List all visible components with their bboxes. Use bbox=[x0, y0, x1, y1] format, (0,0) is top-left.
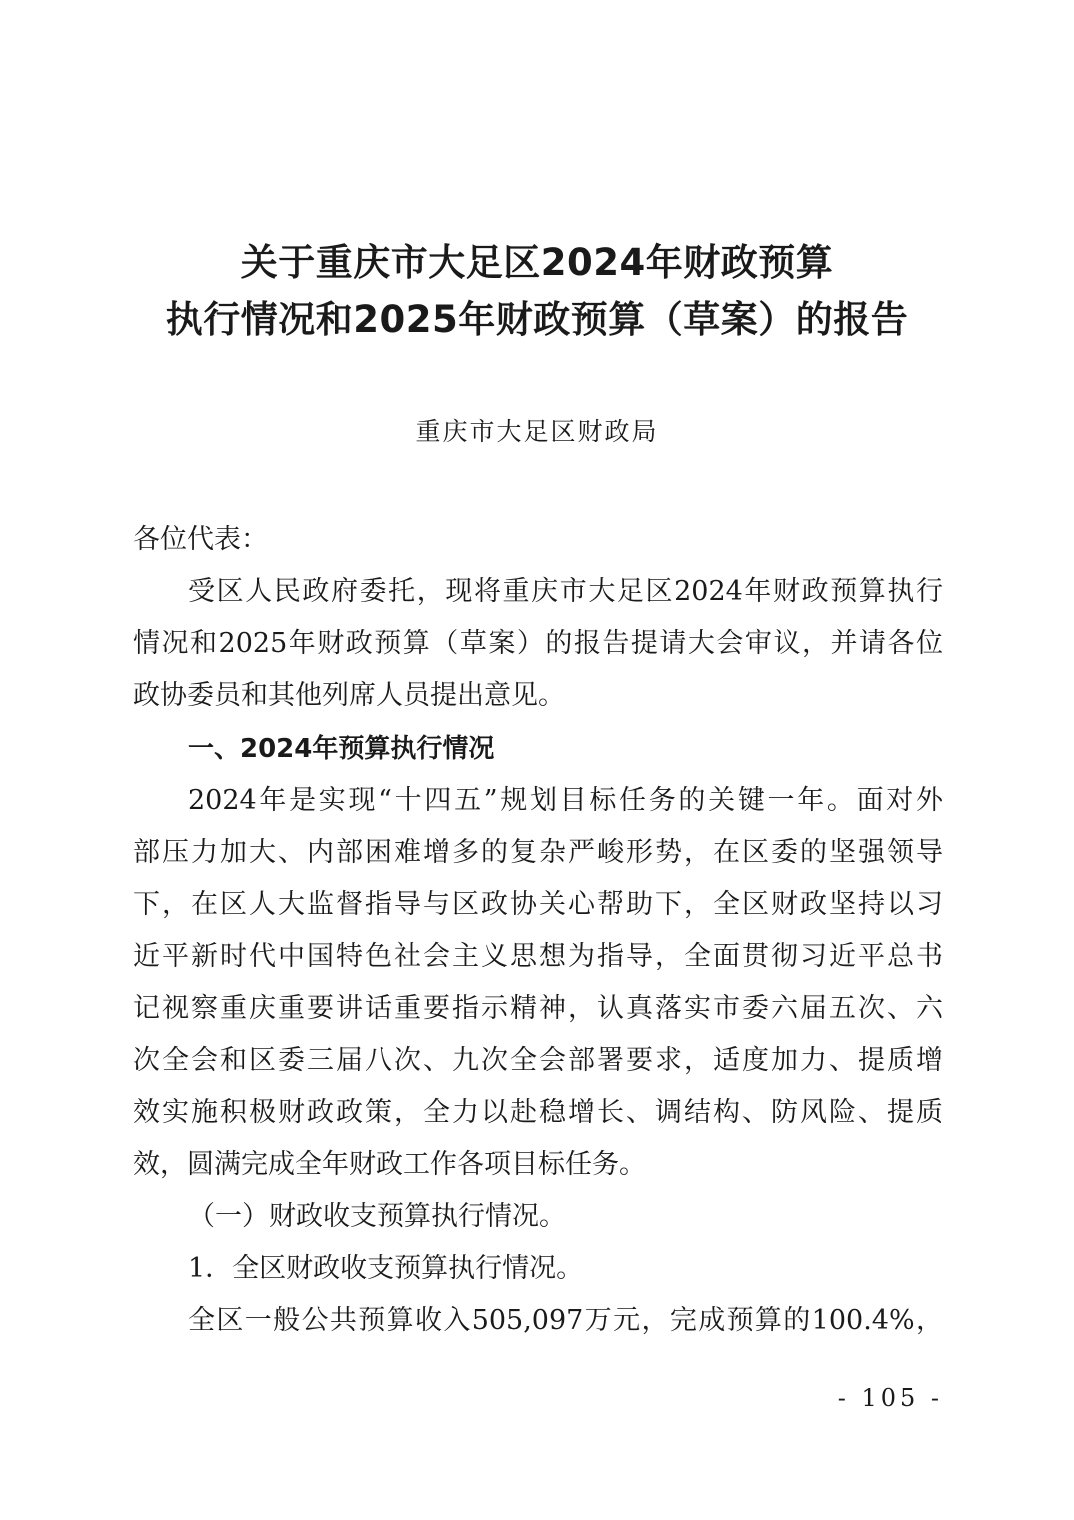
section1-line-8: 效，圆满完成全年财政工作各项目标任务。 bbox=[133, 1149, 646, 1180]
report-title-line-1: 关于重庆市大足区2024年财政预算 bbox=[240, 241, 834, 284]
item1-text-line-1: 全区一般公共预算收入505,097万元，完成预算的100.4%， bbox=[188, 1305, 943, 1336]
issuing-authority: 重庆市大足区财政局 bbox=[415, 417, 659, 446]
page-number: - 105 - bbox=[837, 1384, 943, 1412]
section1-line-4: 近平新时代中国特色社会主义思想为指导，全面贯彻习近平总书 bbox=[133, 941, 943, 972]
intro-line-1: 受区人民政府委托，现将重庆市大足区2024年财政预算执行 bbox=[188, 576, 943, 607]
section1-line-7: 效实施积极财政政策，全力以赴稳增长、调结构、防风险、提质 bbox=[133, 1097, 943, 1128]
section1-line-6: 次全会和区委三届八次、九次全会部署要求，适度加力、提质增 bbox=[133, 1045, 943, 1076]
salutation: 各位代表： bbox=[133, 524, 268, 555]
item-heading-district-budget: 1．全区财政收支预算执行情况。 bbox=[188, 1253, 584, 1284]
section1-line-5: 记视察重庆重要讲话重要指示精神，认真落实市委六届五次、六 bbox=[133, 993, 943, 1024]
section1-line-3: 下，在区人大监督指导与区政协关心帮助下，全区财政坚持以习 bbox=[133, 889, 943, 920]
section1-line-2: 部压力加大、内部困难增多的复杂严峻形势，在区委的坚强领导 bbox=[133, 837, 943, 868]
intro-line-2: 情况和2025年财政预算（草案）的报告提请大会审议，并请各位 bbox=[133, 628, 943, 659]
section-heading-2024-execution: 一、2024年预算执行情况 bbox=[188, 734, 495, 764]
report-title-line-2: 执行情况和2025年财政预算（草案）的报告 bbox=[165, 298, 909, 341]
section1-line-1: 2024年是实现“十四五”规划目标任务的关键一年。面对外 bbox=[188, 785, 943, 816]
subsection-heading-budget-execution: （一）财政收支预算执行情况。 bbox=[188, 1201, 566, 1232]
intro-line-3: 政协委员和其他列席人员提出意见。 bbox=[133, 680, 565, 711]
